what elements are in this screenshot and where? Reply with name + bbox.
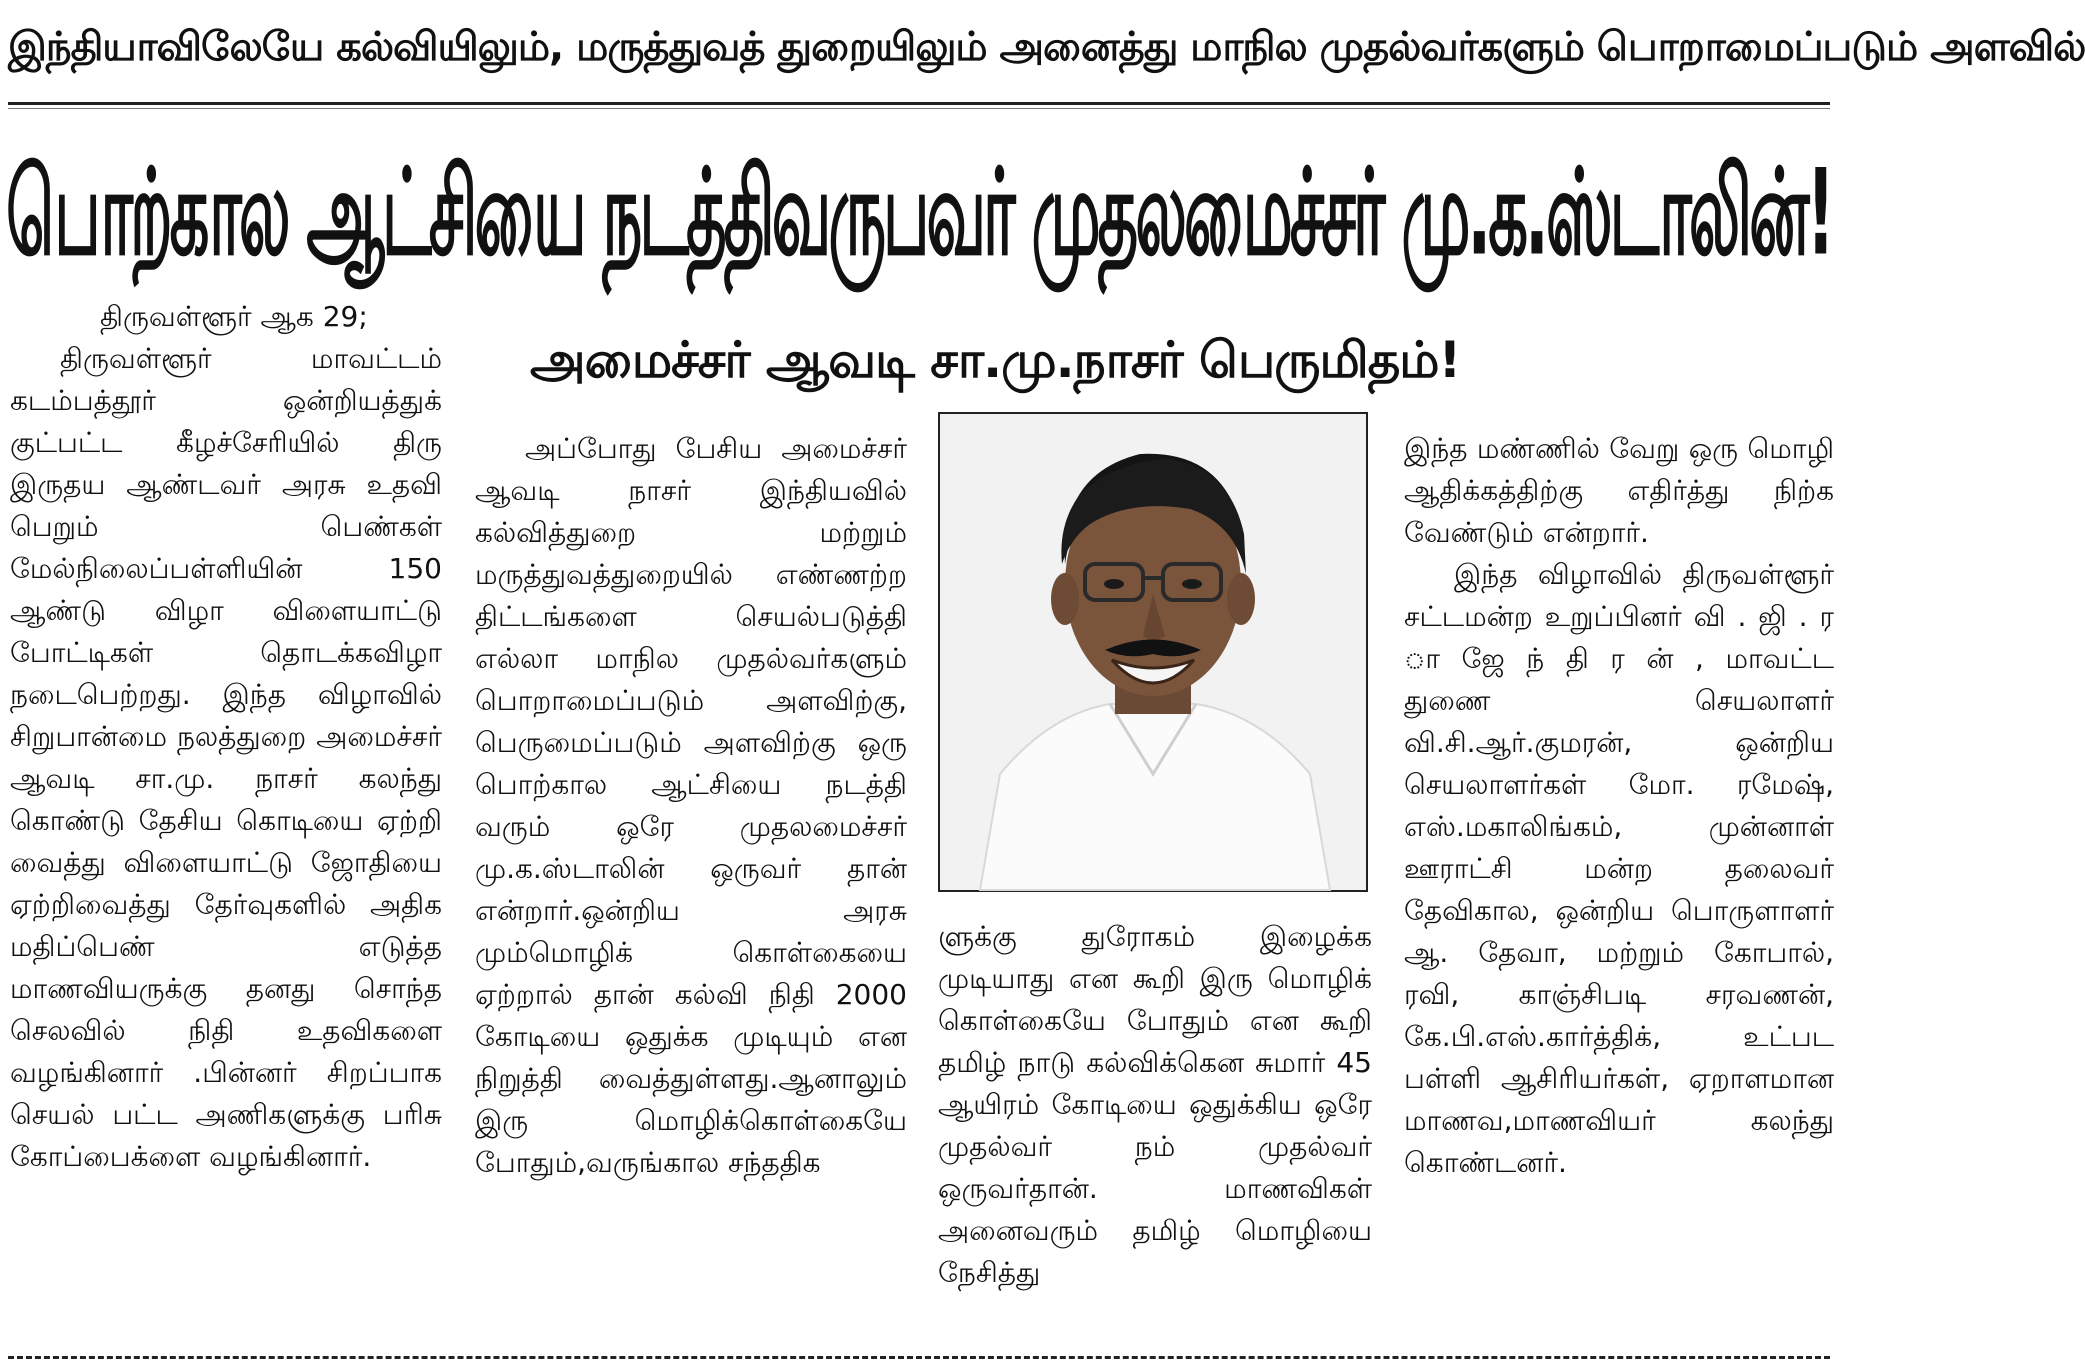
article-column-3 [938, 916, 1372, 1354]
column-3-text: ளுக்கு துரோகம் இழைக்க முடியாது என கூறி இரு மொழிக் கொள்கையே போதும் என கூறி தமிழ் நாடு கல்விக்கென சுமார் 45 ஆயிரம் கோடியை ஒதுக்கிய ஒரே முதல்வர் நம் முதல்வர் ஒருவர்தான். மாணவிகள் அனைவரும் தமிழ் மொழியை நேசித்து [938, 920, 1372, 1289]
column-4-text-2: இந்த விழாவில் திருவள்ளூர் சட்டமன்ற உறுப்பினர் வி . ஜி . ர ா ஜே ந் தி ர ன் , மாவட்ட துணை செயலாளர் வி.சி.ஆர்.குமரன், ஒன்றிய செயலாளர்கள் மோ. ரமேஷ், எஸ்.மகாலிங்கம், முன்னாள் ஊராட்சி மன்ற தலைவர் தேவிகால, ஒன்றிய பொருளாளர் ஆ. தேவா, மற்றும் கோபால், ரவி, காஞ்சிபடி சரவணன், கே.பி.எஸ்.கார்த்திக், உட்பட பள்ளி ஆசிரியர்கள், ஏறாளமான மாணவ,மாணவியர் கலந்து கொண்டனர். [1404, 558, 1834, 1179]
dateline: திருவள்ளூர் ஆக 29; [100, 300, 368, 333]
column-1-text: திருவள்ளூர் மாவட்டம் கடம்பத்தூர் ஒன்றியத்துக் குட்பட்ட கீழச்சேரியில் திரு இருதய ஆண்டவர் அரசு உதவி பெறும் பெண்கள் மேல்நிலைப்பள்ளியின் 150 ஆண்டு விழா விளையாட்டு போட்டிகள் தொடக்கவிழா நடைபெற்றது. இந்த விழாவில் சிறுபான்மை நலத்துறை அமைச்சர் ஆவடி சா.மு. நாசர் கலந்து கொண்டு தேசிய கொடியை ஏற்றி வைத்து விளையாட்டு ஜோதியை ஏற்றிவைத்து தேர்வுகளில் அதிக மதிப்பெண் எடுத்த மாணவியருக்கு தனது சொந்த செலவில் நிதி உதவிகளை வழங்கினார் .பின்னர் சிறப்பாக செயல் பட்ட அணிகளுக்கு பரிசு கோப்பைக்ளை வழங்கினார். [10, 342, 442, 1173]
portrait-photo [938, 412, 1368, 892]
bottom-dashed-rule [8, 1356, 1830, 1359]
kicker-line: இந்தியாவிலேயே கல்வியிலும், மருத்துவத் துறையிலும் அனைத்து மாநில முதல்வர்களும் பொறாமைப்படும் அளவில் [8, 24, 2085, 70]
sub-headline: அமைச்சர் ஆவடி சா.மு.நாசர் பெருமிதம்! [530, 331, 1461, 389]
column-4-text-1: இந்த மண்ணில் வேறு ஒரு மொழி ஆதிக்கத்திற்கு எதிர்த்து நிற்க வேண்டும் என்றார். [1404, 432, 1834, 549]
article-column-2 [475, 428, 907, 1354]
article-column-4 [1404, 428, 1834, 1354]
article-column-1 [10, 296, 442, 1354]
portrait-illustration [940, 414, 1366, 890]
main-headline: பொற்கால ஆட்சியை நடத்திவருபவர் முதலமைச்சர் மு.க.ஸ்டாலின்! [6, 142, 1833, 282]
column-2-text: அப்போது பேசிய அமைச்சர் ஆவடி நாசர் இந்தியவில் கல்வித்துறை மற்றும் மருத்துவத்துறையில் எண்ணற்ற திட்டங்களை செயல்படுத்தி எல்லா மாநில முதல்வர்களும் பொறாமைப்படும் அளவிற்கு, பெருமைப்படும் அளவிற்கு ஒரு பொற்கால ஆட்சியை நடத்தி வரும் ஒரே முதலமைச்சர் மு.க.ஸ்டாலின் ஒருவர் தான் என்றார்.ஒன்றிய அரசு மும்மொழிக் கொள்கையை ஏற்றால் தான் கல்வி நிதி 2000 கோடியை ஒதுக்க முடியும் என நிறுத்தி வைத்துள்ளது.ஆனாலும் இரு மொழிக்கொள்கையே போதும்,வருங்கால சந்ததிக [475, 432, 907, 1179]
